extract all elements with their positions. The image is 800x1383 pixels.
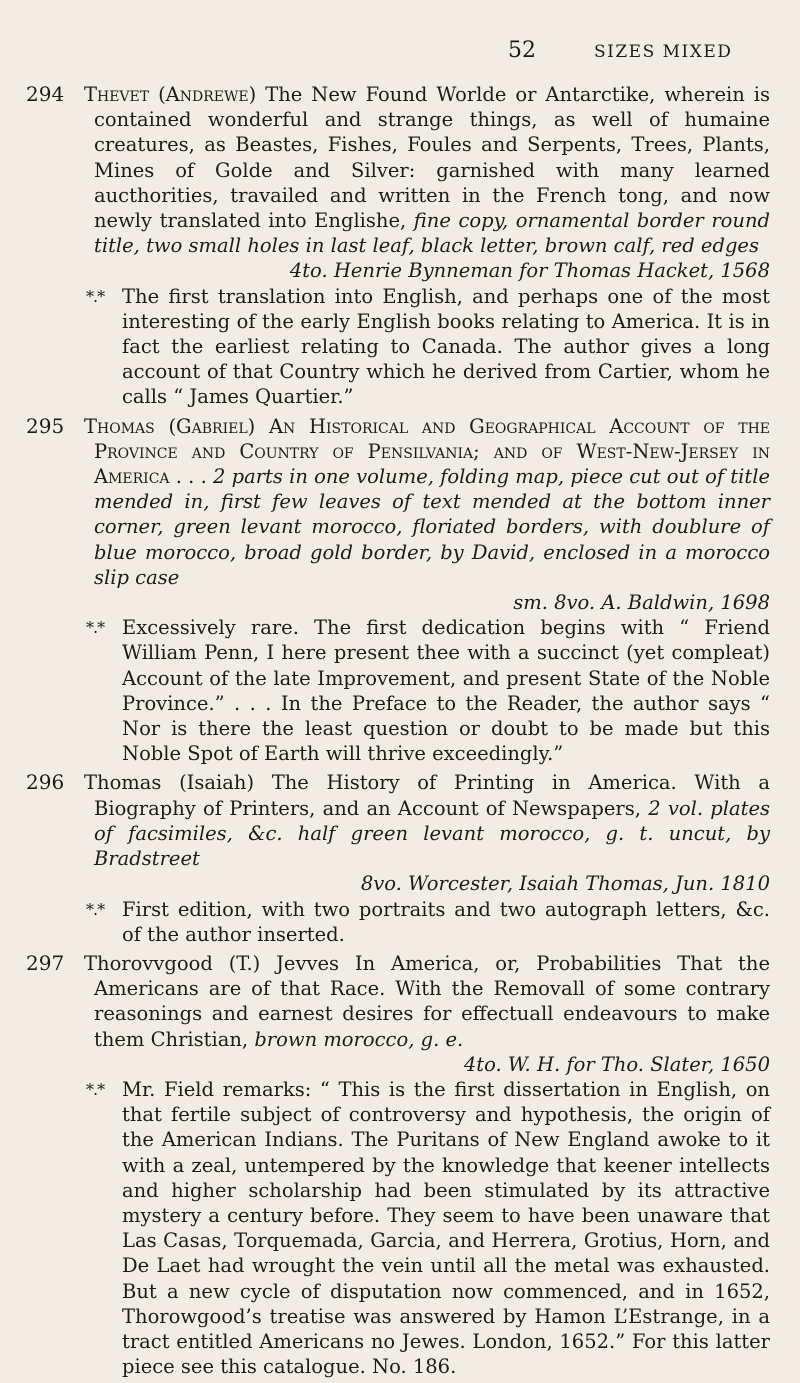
entry-description [84,414,770,590]
entry-note [86,1077,770,1379]
entry-note-text: First edition, with two portraits and two autograph letters, &c. of the author inserted. [122,897,770,946]
note-marker: *.* [86,286,105,306]
catalogue-entry [0,770,800,946]
entry-condition: fine copy, ornamental border round title, two small holes in last leaf, black letter, brown calf, red edges [94,209,770,258]
note-marker: *.* [86,618,105,638]
entry-note [86,615,770,766]
entry-imprint: 4to. Henrie Bynneman for Thomas Hacket, 1568 [289,259,770,283]
entry-note-text: Mr. Field remarks: “ This is the first dissertation in English, on that fertile subject of controversy and hypothesis, the origin of the American Indians. The Puritans of New England awoke to it with a zeal, untempered by the knowledge that keener intellects and higher scholarship had been stimulated by its attractive mystery a century before. They seem to have been unaware that Las Casas, Torquemada, Garcia, and Herrera, Grotius, Horn, and De Laet had wrought the vein until all the metal was exhausted. But a new cycle of disputation now commenced, and in 1652, Thorowgood’s treatise was answered by Hamon L’Estrange, in a tract entitled Americans no Jewes. London, 1652.” For this latter piece see this catalogue. No. 186. [122,1077,770,1379]
entry-author: Thevet (Andrewe) [84,83,257,106]
entry-condition: 2 vol. plates of facsimiles, &c. half green levant morocco, g. t. uncut, by Bradstreet [94,796,771,871]
entry-condition: 2 parts in one volume, folding map, piece cut out of title mended in, first few leaves of text mended at the bottom inner corner, green levant morocco, floriated borders, with doublure of blue morocco, broad gold border, by David, enclosed in a morocco slip case [94,465,770,589]
entry-author: Thomas (Gabriel) [84,414,256,438]
entry-note [86,897,770,947]
note-marker: *.* [86,1079,105,1099]
running-title: SIZES MIXED [594,42,733,62]
note-marker: *.* [86,899,105,919]
entry-title: An Historical and Geographical Account of the Province and Country of Pensilvania; and of West-New-Jersey in America . . . [94,414,770,489]
page-header [0,38,800,68]
catalogue-entry [0,82,800,410]
entry-imprint: 4to. W. H. for Tho. Slater, 1650 [463,1052,770,1076]
catalogue-entry [0,414,800,767]
entry-condition: brown morocco, g. e. [254,1027,464,1051]
entry-number: 296 [26,770,65,795]
catalogue-entries [0,82,800,1383]
entry-note-text: The first translation into English, and perhaps one of the most interesting of the early English books relating to America. It is in fact the earliest relating to Canada. The author gives a long account of that Country which he derived from Cartier, whom he calls “ James Quartier.” [122,284,770,409]
entry-imprint: 8vo. Worcester, Isaiah Thomas, Jun. 1810 [360,872,770,896]
page-number: 52 [508,38,536,63]
entry-number: 297 [26,950,65,975]
entry-note [86,284,770,410]
entry-description [84,770,770,871]
catalogue-entry [0,951,800,1379]
entry-title: The New Found Worlde or Antarctike, wherein is contained wonderful and strange things, as well of humaine creatures, as Beastes, Fishes, Foules and Serpents, Trees, Plants, Mines of Golde and Silver: garnished with many learned aucthorities, travailed and written in the French tong, and now newly translated into Englishe, [94,83,771,233]
entry-description [84,82,770,258]
entry-number: 294 [26,82,65,106]
entry-imprint: sm. 8vo. A. Baldwin, 1698 [513,591,770,615]
entry-description [84,951,770,1052]
entry-title: Jevves In America, or, Probabilities That the Americans are of that Race. With the Removall of some contrary reasonings and earnest desires for effectuall endeavours to make them Christian, [94,951,770,1051]
entry-author: Thorovvgood (T.) [84,951,261,975]
entry-title: The History of Printing in America. With a Biography of Printers, and an Account of Newspapers, [94,771,771,820]
entry-number: 295 [26,413,65,438]
entry-note-text: Excessively rare. The first dedication begins with “ Friend William Penn, I here present thee with a succinct (yet compleat) Account of the late Improvement, and present State of the Noble Province.” . . . In the Preface to the Reader, the author says “ Nor is there the least question or doubt to be made but this Noble Spot of Earth will thrive exceedingly.” [122,616,770,766]
entry-author: Thomas (Isaiah) [84,771,255,795]
